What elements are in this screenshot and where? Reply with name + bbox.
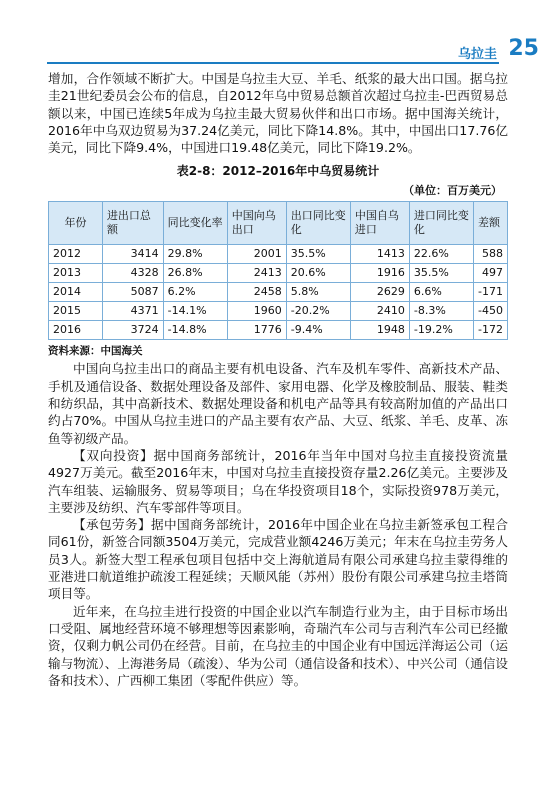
cell-balance: -171 (474, 283, 508, 302)
table-caption: 表2-8：2012–2016年中乌贸易统计 (176, 164, 380, 179)
cell-balance: -450 (474, 302, 508, 321)
cell-total: 3414 (102, 245, 163, 264)
cell-total-change: 29.8% (163, 245, 227, 264)
cell-import: 1916 (350, 264, 409, 283)
paragraph-trade-goods: 中国向乌拉圭出口的商品主要有机电设备、汽车及机车零件、高新技术产品、手机及通信设备、数据处理设备及部件、家用电器、化学及橡胶制品、服装、鞋类和纺织品，其中高新技术、数据处理设备和机电产品等具有较高附加值的产品出口约占70%。中国从乌拉圭进口的产品主要有农产品、大豆、纸浆、羊毛、皮革、冻鱼等初级产品。 (48, 361, 508, 446)
cell-total-change: -14.1% (163, 302, 227, 321)
cell-import-change: 6.6% (409, 283, 473, 302)
col-header-total-change: 同比变化率 (163, 202, 227, 245)
page-body (48, 70, 508, 689)
table-header-row (49, 202, 508, 245)
cell-export-change: -20.2% (286, 302, 350, 321)
cell-total: 4328 (102, 264, 163, 283)
cell-import: 2629 (350, 283, 409, 302)
cell-export-change: 20.6% (286, 264, 350, 283)
col-header-export-change: 出口同比变化 (286, 202, 350, 245)
page-number: 25 (508, 36, 539, 61)
col-header-import: 中国自乌进口 (350, 202, 409, 245)
cell-total-change: 26.8% (163, 264, 227, 283)
cell-balance: -172 (474, 321, 508, 340)
cell-total: 3724 (102, 321, 163, 340)
cell-year: 2014 (49, 283, 103, 302)
cell-import-change: -8.3% (409, 302, 473, 321)
cell-year: 2012 (49, 245, 103, 264)
paragraph-chinese-enterprises: 近年来，在乌拉圭进行投资的中国企业以汽车制造行业为主，由于目标市场出口受阻、属地经营环境不够理想等因素影响，奇瑞汽车公司与吉利汽车公司已经撤资，仅剩力帆公司仍在经营。目前，在乌拉圭的中国企业有中国远洋海运公司（运输与物流）、上海港务局（疏浚）、华为公司（通信设备和技术）、中兴公司（通信设备和技术）、广西柳工集团（零配件供应）等。 (48, 603, 508, 688)
cell-balance: 497 (474, 264, 508, 283)
col-header-year: 年份 (49, 202, 103, 245)
table-row (49, 302, 508, 321)
cell-export: 2458 (227, 283, 286, 302)
cell-export-change: -9.4% (286, 321, 350, 340)
cell-import: 1413 (350, 245, 409, 264)
cell-year: 2016 (49, 321, 103, 340)
cell-import-change: 35.5% (409, 264, 473, 283)
table-row (49, 264, 508, 283)
cell-total-change: -14.8% (163, 321, 227, 340)
table-source-note: 资料来源：中国海关 (48, 345, 143, 358)
trade-statistics-table (48, 201, 508, 340)
cell-export: 1776 (227, 321, 286, 340)
cell-export: 2001 (227, 245, 286, 264)
paragraph-trade-overview: 增加，合作领域不断扩大。中国是乌拉圭大豆、羊毛、纸浆的最大出口国。据乌拉圭21世纪委员会公布的信息，自2012年乌中贸易总额首次超过乌拉圭-巴西贸易总额以来，中国已连续5年成为乌拉圭最大贸易伙伴和出口市场。据中国海关统计，2016年中乌双边贸易为37.24亿美元，同比下降14.8%。其中，中国出口17.76亿美元，同比下降9.4%，中国进口19.48亿美元，同比下降19.2%。 (48, 71, 508, 156)
cell-import-change: -19.2% (409, 321, 473, 340)
header-rule (47, 62, 499, 64)
cell-export-change: 35.5% (286, 245, 350, 264)
table-row (49, 245, 508, 264)
table-row (49, 321, 508, 340)
table-unit: （单位：百万美元） (403, 184, 502, 198)
cell-import: 1948 (350, 321, 409, 340)
cell-balance: 588 (474, 245, 508, 264)
cell-total-change: 6.2% (163, 283, 227, 302)
cell-total: 5087 (102, 283, 163, 302)
cell-total: 4371 (102, 302, 163, 321)
col-header-total: 进出口总额 (102, 202, 163, 245)
col-header-balance: 差额 (474, 202, 508, 245)
paragraph-investment: 【双向投资】据中国商务部统计，2016年当年中国对乌拉圭直接投资流量4927万美元。截至2016年末，中国对乌拉圭直接投资存量2.26亿美元。主要涉及汽车组装、运输服务、贸易等项目；乌在华投资项目18个，实际投资978万美元，主要涉及纺织、汽车零部件等项目。 (48, 447, 508, 515)
table-row (49, 283, 508, 302)
cell-export: 1960 (227, 302, 286, 321)
cell-year: 2013 (49, 264, 103, 283)
cell-year: 2015 (49, 302, 103, 321)
cell-import-change: 22.6% (409, 245, 473, 264)
cell-import: 2410 (350, 302, 409, 321)
running-header-title: 乌拉圭 (457, 47, 497, 62)
cell-export: 2413 (227, 264, 286, 283)
col-header-import-change: 进口同比变化 (409, 202, 473, 245)
paragraph-contracting: 【承包劳务】据中国商务部统计，2016年中国企业在乌拉圭新签承包工程合同61份，新签合同额3504万美元，完成营业额4246万美元；年末在乌拉圭劳务人员3人。新签大型工程承包项目包括中交上海航道局有限公司承建乌拉圭蒙得维的亚港进口航道维护疏浚工程延续；天顺风能（苏州）股份有限公司承建乌拉圭塔筒项目等。 (48, 517, 508, 602)
cell-export-change: 5.8% (286, 283, 350, 302)
col-header-export: 中国向乌出口 (227, 202, 286, 245)
